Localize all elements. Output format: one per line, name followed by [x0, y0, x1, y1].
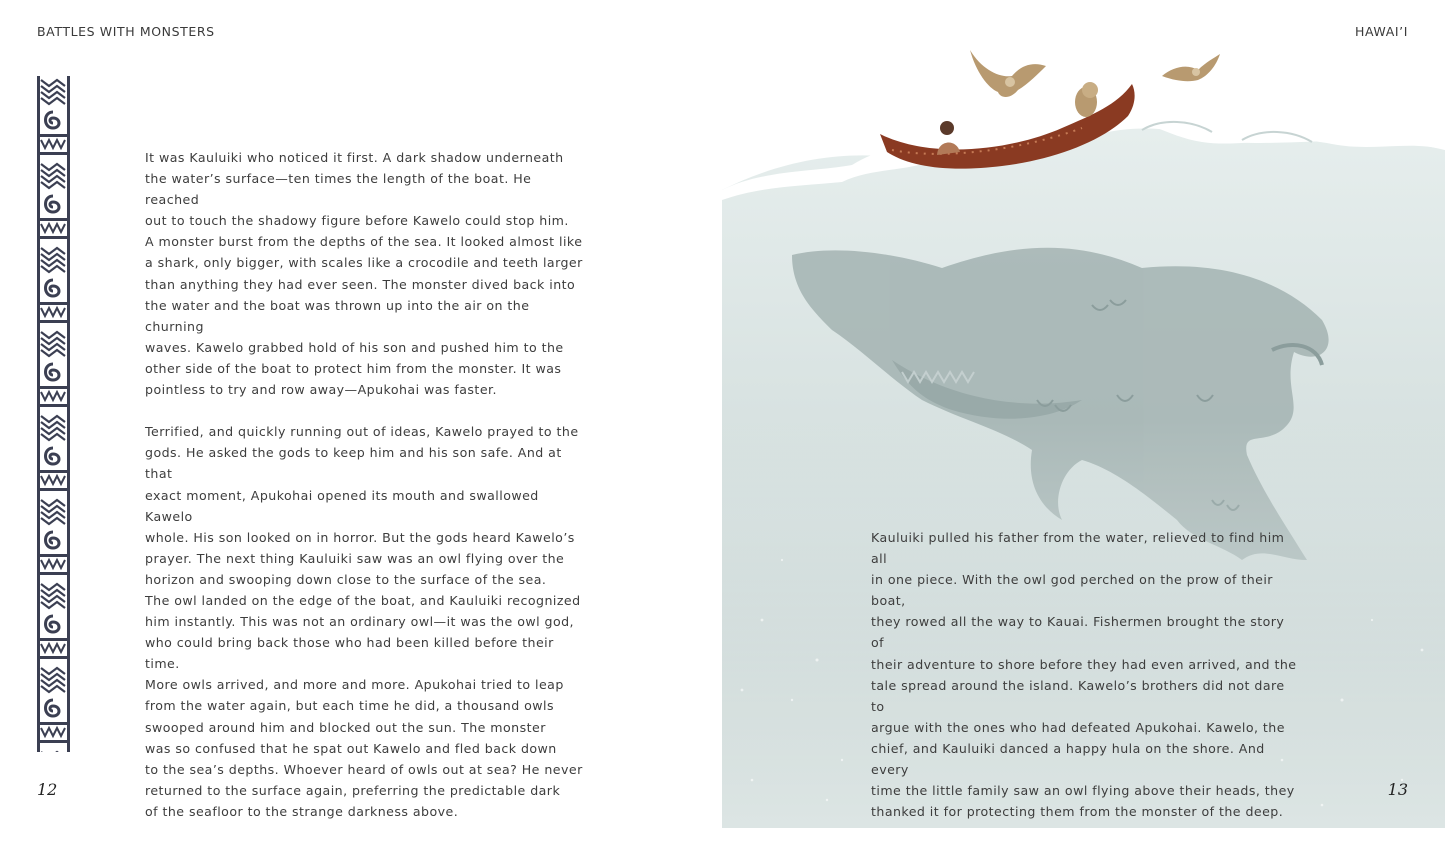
right-page-text — [871, 527, 1301, 828]
left-page-text — [145, 147, 585, 843]
paragraph: It was Kauluiki who noticed it first. A dark shadow underneath the water’s surface—ten times the length of the boat. He reached out to touch the shadowy figure before Kawelo could stop him. A monster burst from the depths of the sea. It looked almost like a shark, only bigger, with scales like a crocodile and teeth larger than anything they had ever seen. The monster dived back into the water and the boat was thrown up into the air on the churning waves. Kawelo grabbed hold of his son and pushed him to the other side of the boat to protect him from the monster. It was pointless to try and row away—Apukohai was faster. — [145, 150, 583, 398]
running-head-right: HAWAI’I — [1354, 24, 1408, 39]
running-head-left: BATTLES WITH MONSTERS — [37, 24, 215, 39]
left-page — [0, 0, 722, 828]
paragraph: Terrified, and quickly running out of ideas, Kawelo prayed to the gods. He asked the gods to keep him and his son safe. And at that exact moment, Apukohai opened its mouth and swallowed Kawelo whole. His son looked on in horror. But the gods heard Kawelo’s prayer. The next thing Kauluiki saw was an owl flying over the horizon and swooping down close to the surface of the sea. The owl landed on the edge of the boat, and Kauluiki recognized him instantly. This was not an ordinary owl—it was the owl god, who could bring back those who had been killed before their time. More owls arrived, and more and more. Apukohai tried to leap from the water again, but each time he did, a thousand owls swooped around him and blocked out the sun. The monster was so confused that he spat out Kawelo and fled back down to the sea’s depths. Whoever heard of owls out at sea? He never returned to the surface again, preferring the predictable dark of the seafloor to the strange darkness above. — [145, 424, 583, 819]
page-number-right: 13 — [1387, 780, 1408, 799]
polynesian-pattern-border — [37, 76, 70, 752]
right-page — [722, 0, 1445, 828]
page-number-left: 12 — [37, 780, 58, 799]
paragraph: Kauluiki pulled his father from the water, relieved to find him all in one piece. With the owl god perched on the prow of their boat, they rowed all the way to Kauai. Fishermen brought the story of their adventure to shore before they had even arrived, and the tale spread around the island. Kawelo’s brothers did not dare to argue with the ones who had defeated Apukohai. Kawelo, the chief, and Kauluiki danced a happy hula on the shore. And every time the little family saw an owl flying above their heads, they thanked it for protecting them from the monster of the deep. — [871, 530, 1297, 820]
